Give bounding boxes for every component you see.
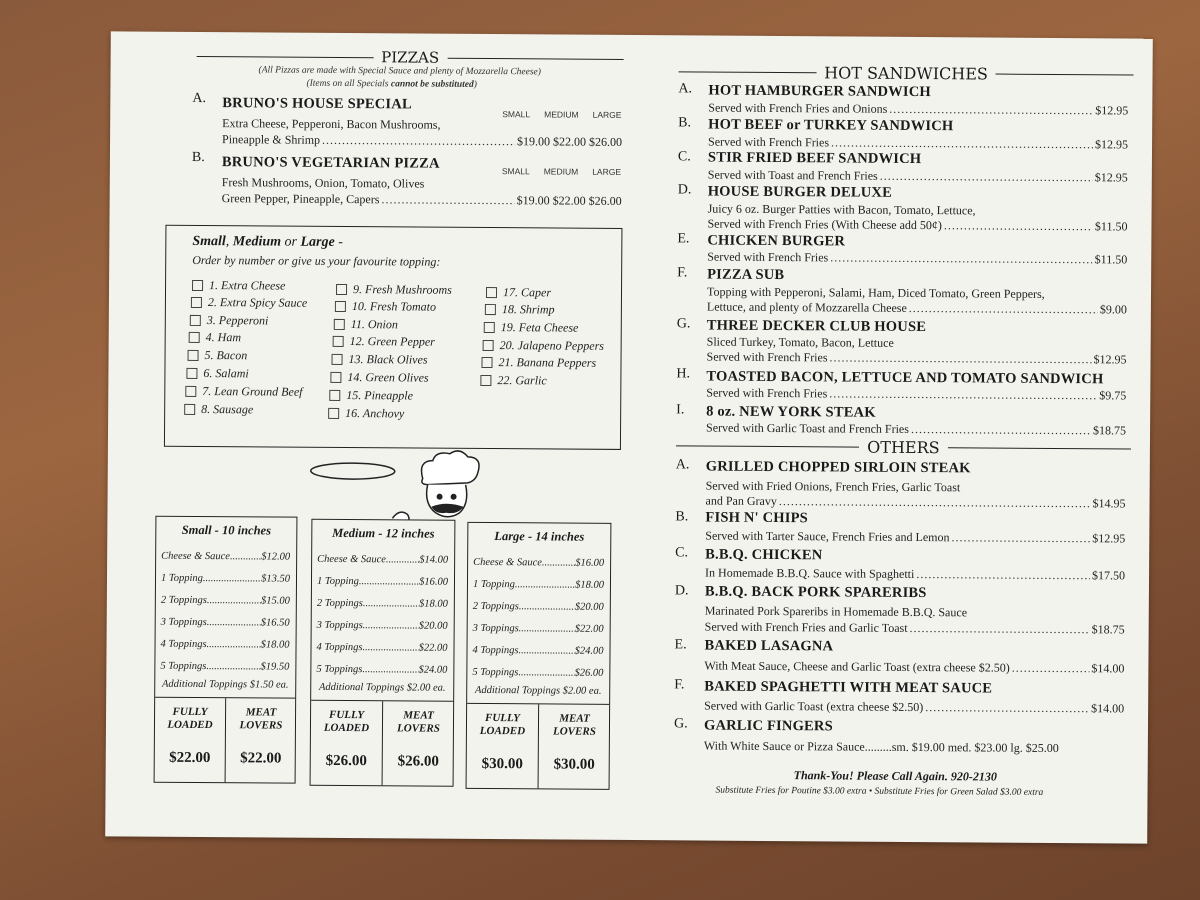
- meat-lovers-price: $26.00: [397, 753, 439, 770]
- price-row: 4 Toppings ..... $18.00: [161, 639, 290, 651]
- additional-toppings: Additional Toppings $1.50 ea.: [161, 678, 289, 691]
- ot-g-desc: With White Sauce or Pizza Sauce.........sm. $19.00 med. $23.00 lg. $25.00: [703, 738, 1059, 756]
- pizza-b-price-line: Green Pepper, Pineapple, Capers ..... $19.00 $22.00 $26.00: [222, 191, 622, 209]
- hs-a-line: Served with French Fries and Onions ..... $12.95: [708, 101, 1128, 119]
- fully-loaded-label: FULLY LOADED: [167, 705, 213, 732]
- topping-checkbox[interactable]: 1. Extra Cheese: [192, 278, 285, 294]
- fully-loaded-price: $26.00: [325, 752, 367, 770]
- price-row: 3 Toppings ..... $22.00: [473, 623, 604, 635]
- medium-pizza-box: [310, 519, 456, 787]
- topping-checkbox[interactable]: 15. Pineapple: [329, 388, 413, 404]
- hs-h-letter: H.: [676, 366, 691, 382]
- topping-checkbox[interactable]: 8. Sausage: [184, 402, 253, 417]
- topping-checkbox[interactable]: 20. Jalapeno Peppers: [483, 338, 604, 354]
- topping-checkbox[interactable]: 4. Ham: [189, 330, 241, 345]
- hs-i-line: Served with Garlic Toast and French Fries ..... $18.75: [706, 421, 1126, 439]
- fully-loaded-price: $22.00: [169, 749, 211, 767]
- additional-toppings: Additional Toppings $2.00 ea.: [318, 681, 446, 694]
- hs-d-line: Served with French Fries (With Cheese add 50¢) ..... $11.50: [707, 217, 1127, 235]
- meat-lovers-label: MEAT LOVERS: [397, 709, 440, 735]
- toppings-box: [164, 225, 623, 450]
- hs-b-line: Served with French Fries ..... $12.95: [708, 135, 1128, 153]
- others-heading: OTHERS: [676, 436, 1131, 458]
- ot-g-letter: G.: [673, 716, 688, 732]
- ot-e-letter: E.: [674, 637, 687, 653]
- ot-f-line: Served with Garlic Toast (extra cheese $2.50) ..... $14.00: [704, 699, 1124, 717]
- additional-toppings: Additional Toppings $2.00 ea.: [474, 684, 602, 697]
- topping-checkbox[interactable]: 10. Fresh Tomato: [335, 299, 436, 315]
- ot-c-title: B.B.Q. CHICKEN: [705, 546, 823, 564]
- topping-checkbox[interactable]: 9. Fresh Mushrooms: [336, 282, 452, 298]
- hs-f-title: PIZZA SUB: [707, 266, 785, 284]
- topping-checkbox[interactable]: 13. Black Olives: [331, 352, 427, 368]
- pizza-a-size-labels: SMALL MEDIUM LARGE: [502, 109, 622, 120]
- hs-a-letter: A.: [678, 81, 693, 97]
- hs-f-line: Lettuce, and plenty of Mozzarella Cheese ..... $9.00: [707, 300, 1127, 318]
- hs-h-line: Served with French Fries ..... $9.75: [706, 386, 1126, 404]
- large-pizza-box: [466, 522, 612, 790]
- price-row: 1 Topping ..... $13.50: [161, 573, 290, 585]
- substitute-note: Substitute Fries for Poutine $3.00 extra • Substitute Fries for Green Salad $3.00 extra: [715, 785, 1044, 798]
- pizza-b-title: BRUNO'S VEGETARIAN PIZZA: [221, 154, 440, 172]
- hs-d-desc: Juicy 6 oz. Burger Patties with Bacon, Tomato, Lettuce,: [707, 201, 976, 218]
- ot-c-line: In Homemade B.B.Q. Sauce with Spaghetti ..... $17.50: [705, 566, 1125, 584]
- small-pizza-box: [154, 516, 298, 784]
- specials-grid: [311, 700, 454, 786]
- topping-checkbox[interactable]: 14. Green Olives: [330, 370, 428, 386]
- topping-checkbox[interactable]: 16. Anchovy: [328, 406, 404, 422]
- hs-c-letter: C.: [677, 149, 691, 165]
- pizza-b-letter: B.: [191, 149, 205, 166]
- topping-checkbox[interactable]: 6. Salami: [186, 366, 248, 381]
- meat-lovers-price: $22.00: [240, 750, 282, 767]
- specials-grid: [467, 703, 610, 789]
- topping-checkbox[interactable]: 22. Garlic: [480, 373, 546, 388]
- ot-b-title: FISH N' CHIPS: [705, 509, 809, 527]
- price-row: 5 Toppings ..... $26.00: [472, 667, 603, 679]
- price-row: 3 Toppings ..... $20.00: [317, 620, 448, 632]
- small-box-title: Small - 10 inches: [181, 522, 272, 538]
- topping-checkbox[interactable]: 7. Lean Ground Beef: [185, 384, 302, 400]
- price-row: Cheese & Sauce ..... $14.00: [317, 554, 448, 566]
- hs-a-title: HOT HAMBURGER SANDWICH: [708, 82, 931, 101]
- pizza-a-title: BRUNO'S HOUSE SPECIAL: [222, 95, 412, 113]
- price-row: 2 Toppings ..... $18.00: [317, 598, 448, 610]
- ot-a-line: and Pan Gravy ..... $14.95: [706, 494, 1126, 512]
- ot-a-desc: Served with Fried Onions, French Fries, Garlic Toast: [705, 478, 961, 495]
- specials-grid: [155, 697, 296, 783]
- price-row: 5 Toppings ..... $24.00: [316, 664, 447, 676]
- ot-b-letter: B.: [675, 509, 689, 525]
- ot-d-letter: D.: [674, 583, 689, 599]
- topping-checkbox[interactable]: 17. Caper: [486, 285, 551, 300]
- price-row: 2 Toppings ..... $15.00: [161, 595, 290, 607]
- hs-g-title: THREE DECKER CLUB HOUSE: [706, 317, 927, 336]
- hs-e-title: CHICKEN BURGER: [707, 232, 846, 250]
- toppings-title: Small, Medium or Large -: [192, 233, 343, 250]
- hs-d-letter: D.: [677, 182, 692, 198]
- ot-f-title: BAKED SPAGHETTI WITH MEAT SAUCE: [704, 678, 993, 697]
- price-row: 4 Toppings ..... $22.00: [316, 642, 447, 654]
- topping-checkbox[interactable]: 19. Feta Cheese: [484, 320, 579, 336]
- pizza-a-price-line: Pineapple & Shrimp ..... $19.00 $22.00 $26.00: [222, 132, 622, 150]
- price-row: 4 Toppings ..... $24.00: [472, 645, 603, 657]
- hs-f-desc: Topping with Pepperoni, Salami, Ham, Diced Tomato, Green Peppers,: [706, 284, 1045, 301]
- hs-g-desc: Sliced Turkey, Tomato, Bacon, Lettuce: [706, 334, 894, 350]
- hot-sandwiches-heading: HOT SANDWICHES: [678, 62, 1133, 84]
- price-row: 1 Topping ..... $16.00: [317, 576, 448, 588]
- ot-d-title: B.B.Q. BACK PORK SPARERIBS: [704, 583, 927, 602]
- hs-i-title: 8 oz. NEW YORK STEAK: [706, 403, 876, 421]
- hs-d-title: HOUSE BURGER DELUXE: [707, 183, 893, 201]
- fully-loaded-label: FULLY LOADED: [323, 708, 370, 735]
- ot-f-letter: F.: [674, 677, 685, 693]
- price-row: 1 Topping ..... $18.00: [473, 579, 604, 591]
- topping-checkbox[interactable]: 3. Pepperoni: [190, 313, 269, 329]
- hs-b-title: HOT BEEF or TURKEY SANDWICH: [708, 116, 954, 135]
- topping-checkbox[interactable]: 18. Shrimp: [485, 302, 555, 317]
- price-row: Cheese & Sauce ..... $12.00: [161, 551, 290, 563]
- pizzas-heading: PIZZAS: [197, 47, 624, 68]
- pizzas-note: (All Pizzas are made with Special Sauce and plenty of Mozzarella Cheese): [258, 65, 541, 78]
- ot-c-letter: C.: [675, 545, 689, 561]
- hs-h-title: TOASTED BACON, LETTUCE AND TOMATO SANDWICH: [706, 368, 1104, 388]
- meat-lovers-price: $30.00: [553, 756, 595, 773]
- topping-checkbox[interactable]: 5. Bacon: [188, 348, 248, 363]
- ot-a-letter: A.: [675, 457, 690, 473]
- hs-b-letter: B.: [678, 115, 692, 131]
- hs-e-letter: E.: [677, 231, 690, 247]
- price-row: 5 Toppings ..... $19.50: [160, 661, 289, 673]
- topping-checkbox[interactable]: 11. Onion: [334, 317, 398, 332]
- hs-c-title: STIR FRIED BEEF SANDWICH: [707, 149, 922, 168]
- topping-checkbox[interactable]: 2. Extra Spicy Sauce: [191, 295, 307, 311]
- medium-box-title: Medium - 12 inches: [332, 525, 435, 541]
- meat-lovers-label: MEAT LOVERS: [552, 712, 596, 738]
- price-row: 3 Toppings ..... $16.50: [161, 617, 290, 629]
- fully-loaded-price: $30.00: [481, 755, 523, 773]
- large-box-title: Large - 14 inches: [494, 529, 585, 544]
- hs-g-letter: G.: [676, 316, 691, 332]
- hs-g-line: Served with French Fries ..... $12.95: [707, 350, 1127, 368]
- pizza-a-letter: A.: [192, 90, 207, 107]
- toppings-subtitle: Order by number or give us your favourite topping:: [192, 252, 441, 269]
- ot-e-line: With Meat Sauce, Cheese and Garlic Toast (extra cheese $2.50) ..... $14.00: [704, 659, 1124, 677]
- topping-checkbox[interactable]: 21. Banana Peppers: [481, 355, 596, 371]
- pizza-b-size-labels: SMALL MEDIUM LARGE: [501, 166, 622, 177]
- thank-you-line: Thank-You! Please Call Again. 920-2130: [793, 768, 997, 784]
- topping-checkbox[interactable]: 12. Green Pepper: [333, 334, 435, 350]
- fully-loaded-label: FULLY LOADED: [479, 712, 526, 738]
- ot-d-desc: Marinated Pork Spareribs in Homemade B.B.Q. Sauce: [704, 603, 968, 620]
- ot-g-title: GARLIC FINGERS: [703, 717, 833, 735]
- price-row: Cheese & Sauce ..... $16.00: [473, 557, 604, 569]
- meat-lovers-label: MEAT LOVERS: [239, 706, 283, 732]
- pizzas-note-specials: (Items on all Specials cannot be substituted): [306, 78, 477, 90]
- hs-c-line: Served with Toast and French Fries ..... $12.95: [708, 168, 1128, 186]
- hs-f-letter: F.: [677, 265, 688, 281]
- hs-i-letter: I.: [676, 402, 685, 418]
- ot-b-line: Served with Tarter Sauce, French Fries and Lemon ..... $12.95: [705, 529, 1125, 547]
- ot-d-line: Served with French Fries and Garlic Toast ..... $18.75: [705, 620, 1125, 638]
- pizza-b-desc1: Fresh Mushrooms, Onion, Tomato, Olives: [221, 175, 425, 191]
- ot-a-title: GRILLED CHOPPED SIRLOIN STEAK: [705, 458, 971, 477]
- hs-e-line: Served with French Fries ..... $11.50: [707, 250, 1127, 268]
- price-row: 2 Toppings ..... $20.00: [473, 601, 604, 613]
- ot-e-title: BAKED LASAGNA: [704, 637, 834, 655]
- pizza-a-desc1: Extra Cheese, Pepperoni, Bacon Mushrooms,: [222, 116, 441, 132]
- menu-paper: [105, 31, 1153, 843]
